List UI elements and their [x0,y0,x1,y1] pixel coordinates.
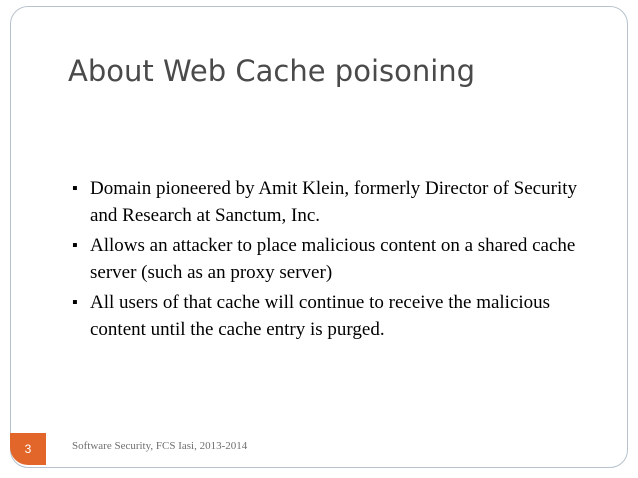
bullet-text: Domain pioneered by Amit Klein, formerly Director of Security and Research at Sanctum, Inc. [90,178,578,226]
bullet-item [72,232,602,286]
bullet-text: All users of that cache will continue to receive the malicious content until the cache entry is purged. [90,292,551,340]
footer-caption: Software Security, FCS Iasi, 2013-2014 [72,440,248,452]
bullet-text: Allows an attacker to place malicious content on a shared cache server (such as an proxy server) [90,235,576,283]
bullet-list [72,175,602,346]
bullet-item [72,175,602,229]
square-bullet-icon: ▪ [72,180,78,197]
square-bullet-icon: ▪ [72,237,78,254]
slide-title: About Web Cache poisoning [68,54,476,88]
page-number-badge: 3 [10,433,46,465]
bullet-item [72,289,602,343]
square-bullet-icon: ▪ [72,294,78,311]
